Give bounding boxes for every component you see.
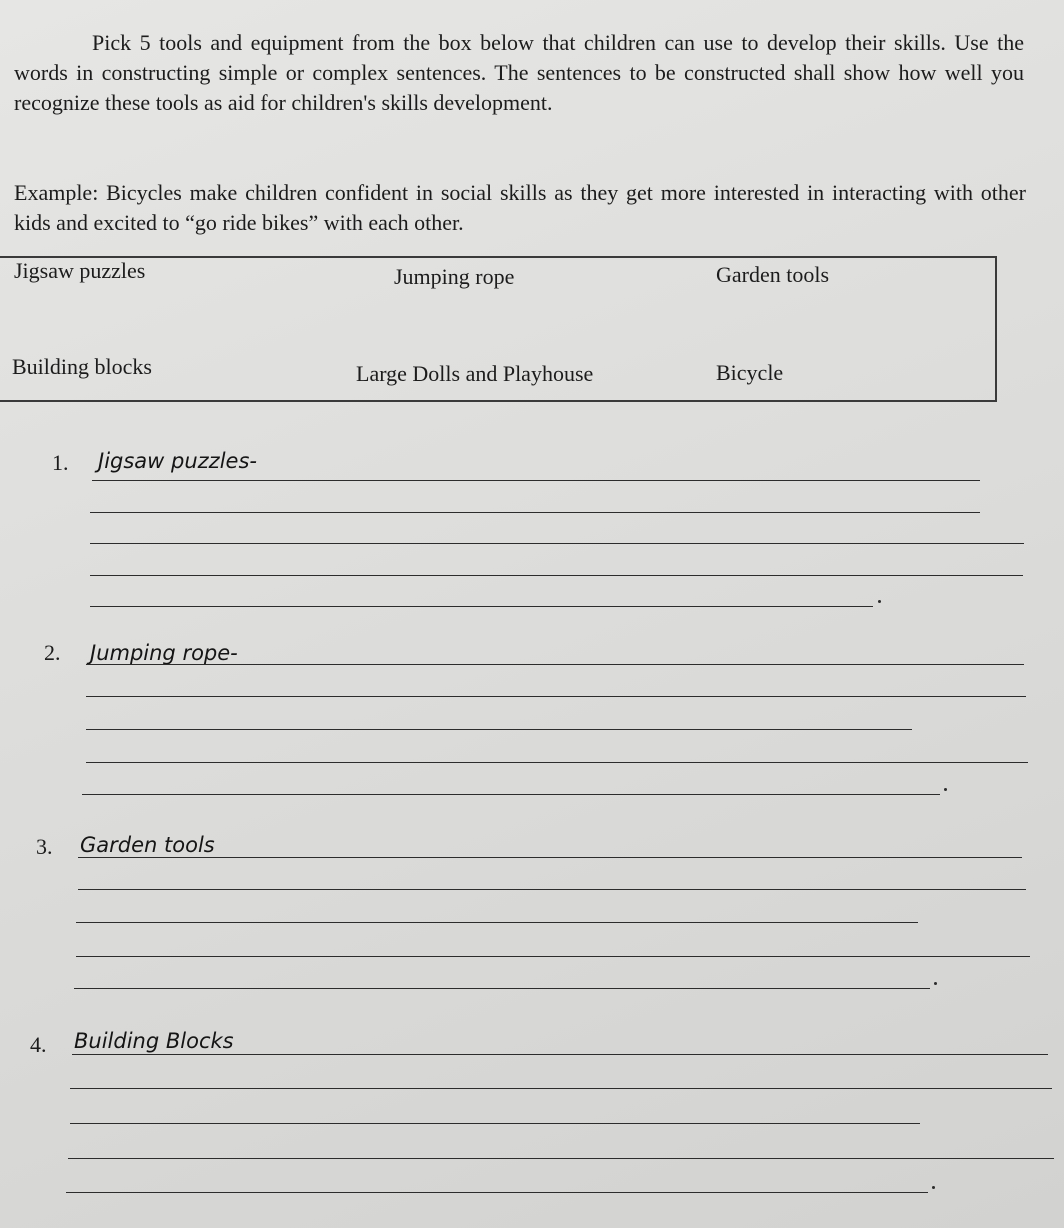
writing-line [74, 988, 930, 989]
handwritten-answer: Building Blocks [74, 1029, 234, 1053]
word-jumping-rope: Jumping rope [394, 264, 515, 289]
item-number: 4. [30, 1032, 47, 1057]
writing-line [78, 889, 1026, 890]
item-number: 1. [52, 450, 69, 475]
writing-line [66, 1192, 928, 1193]
handwritten-answer: Jigsaw puzzles- [98, 449, 257, 473]
writing-line [70, 1123, 920, 1124]
period-mark [944, 788, 947, 791]
period-mark [878, 600, 881, 603]
word-garden-tools: Garden tools [716, 262, 830, 287]
word-building-blocks: Building blocks [12, 354, 152, 379]
writing-line [90, 575, 1023, 576]
writing-line [70, 1088, 1052, 1089]
writing-line [86, 762, 1028, 763]
word-jigsaw-puzzles: Jigsaw puzzles [14, 258, 146, 283]
instructions-paragraph: Pick 5 tools and equipment from the box below that children can use to develop their skills. Use the words in constructing simple or complex sentences. The sentences to be constructed shall show how well you recognize these tools as aid for children's skills development. [14, 30, 1024, 115]
writing-line [92, 480, 980, 481]
item-number: 3. [36, 834, 53, 859]
writing-line [86, 729, 912, 730]
word-large-dolls-playhouse: Large Dolls and Playhouse [356, 361, 594, 386]
writing-line [78, 857, 1022, 858]
item-number: 2. [44, 640, 61, 665]
writing-line [82, 794, 940, 795]
period-mark [934, 982, 937, 985]
handwritten-answer: Garden tools [80, 833, 215, 857]
period-mark [932, 1186, 935, 1189]
writing-line [68, 1158, 1054, 1159]
writing-line [90, 606, 873, 607]
handwritten-answer: Jumping rope- [90, 641, 238, 665]
writing-line [90, 512, 980, 513]
writing-line [72, 1054, 1048, 1055]
example-paragraph: Example: Bicycles make children confident in social skills as they get more interested in interacting with other kids and excited to “go ride bikes” with each other. [14, 180, 1026, 235]
word-bicycle: Bicycle [716, 360, 784, 385]
writing-line [86, 664, 1024, 665]
writing-line [90, 543, 1024, 544]
writing-line [86, 696, 1026, 697]
writing-line [76, 956, 1030, 957]
writing-line [76, 922, 918, 923]
